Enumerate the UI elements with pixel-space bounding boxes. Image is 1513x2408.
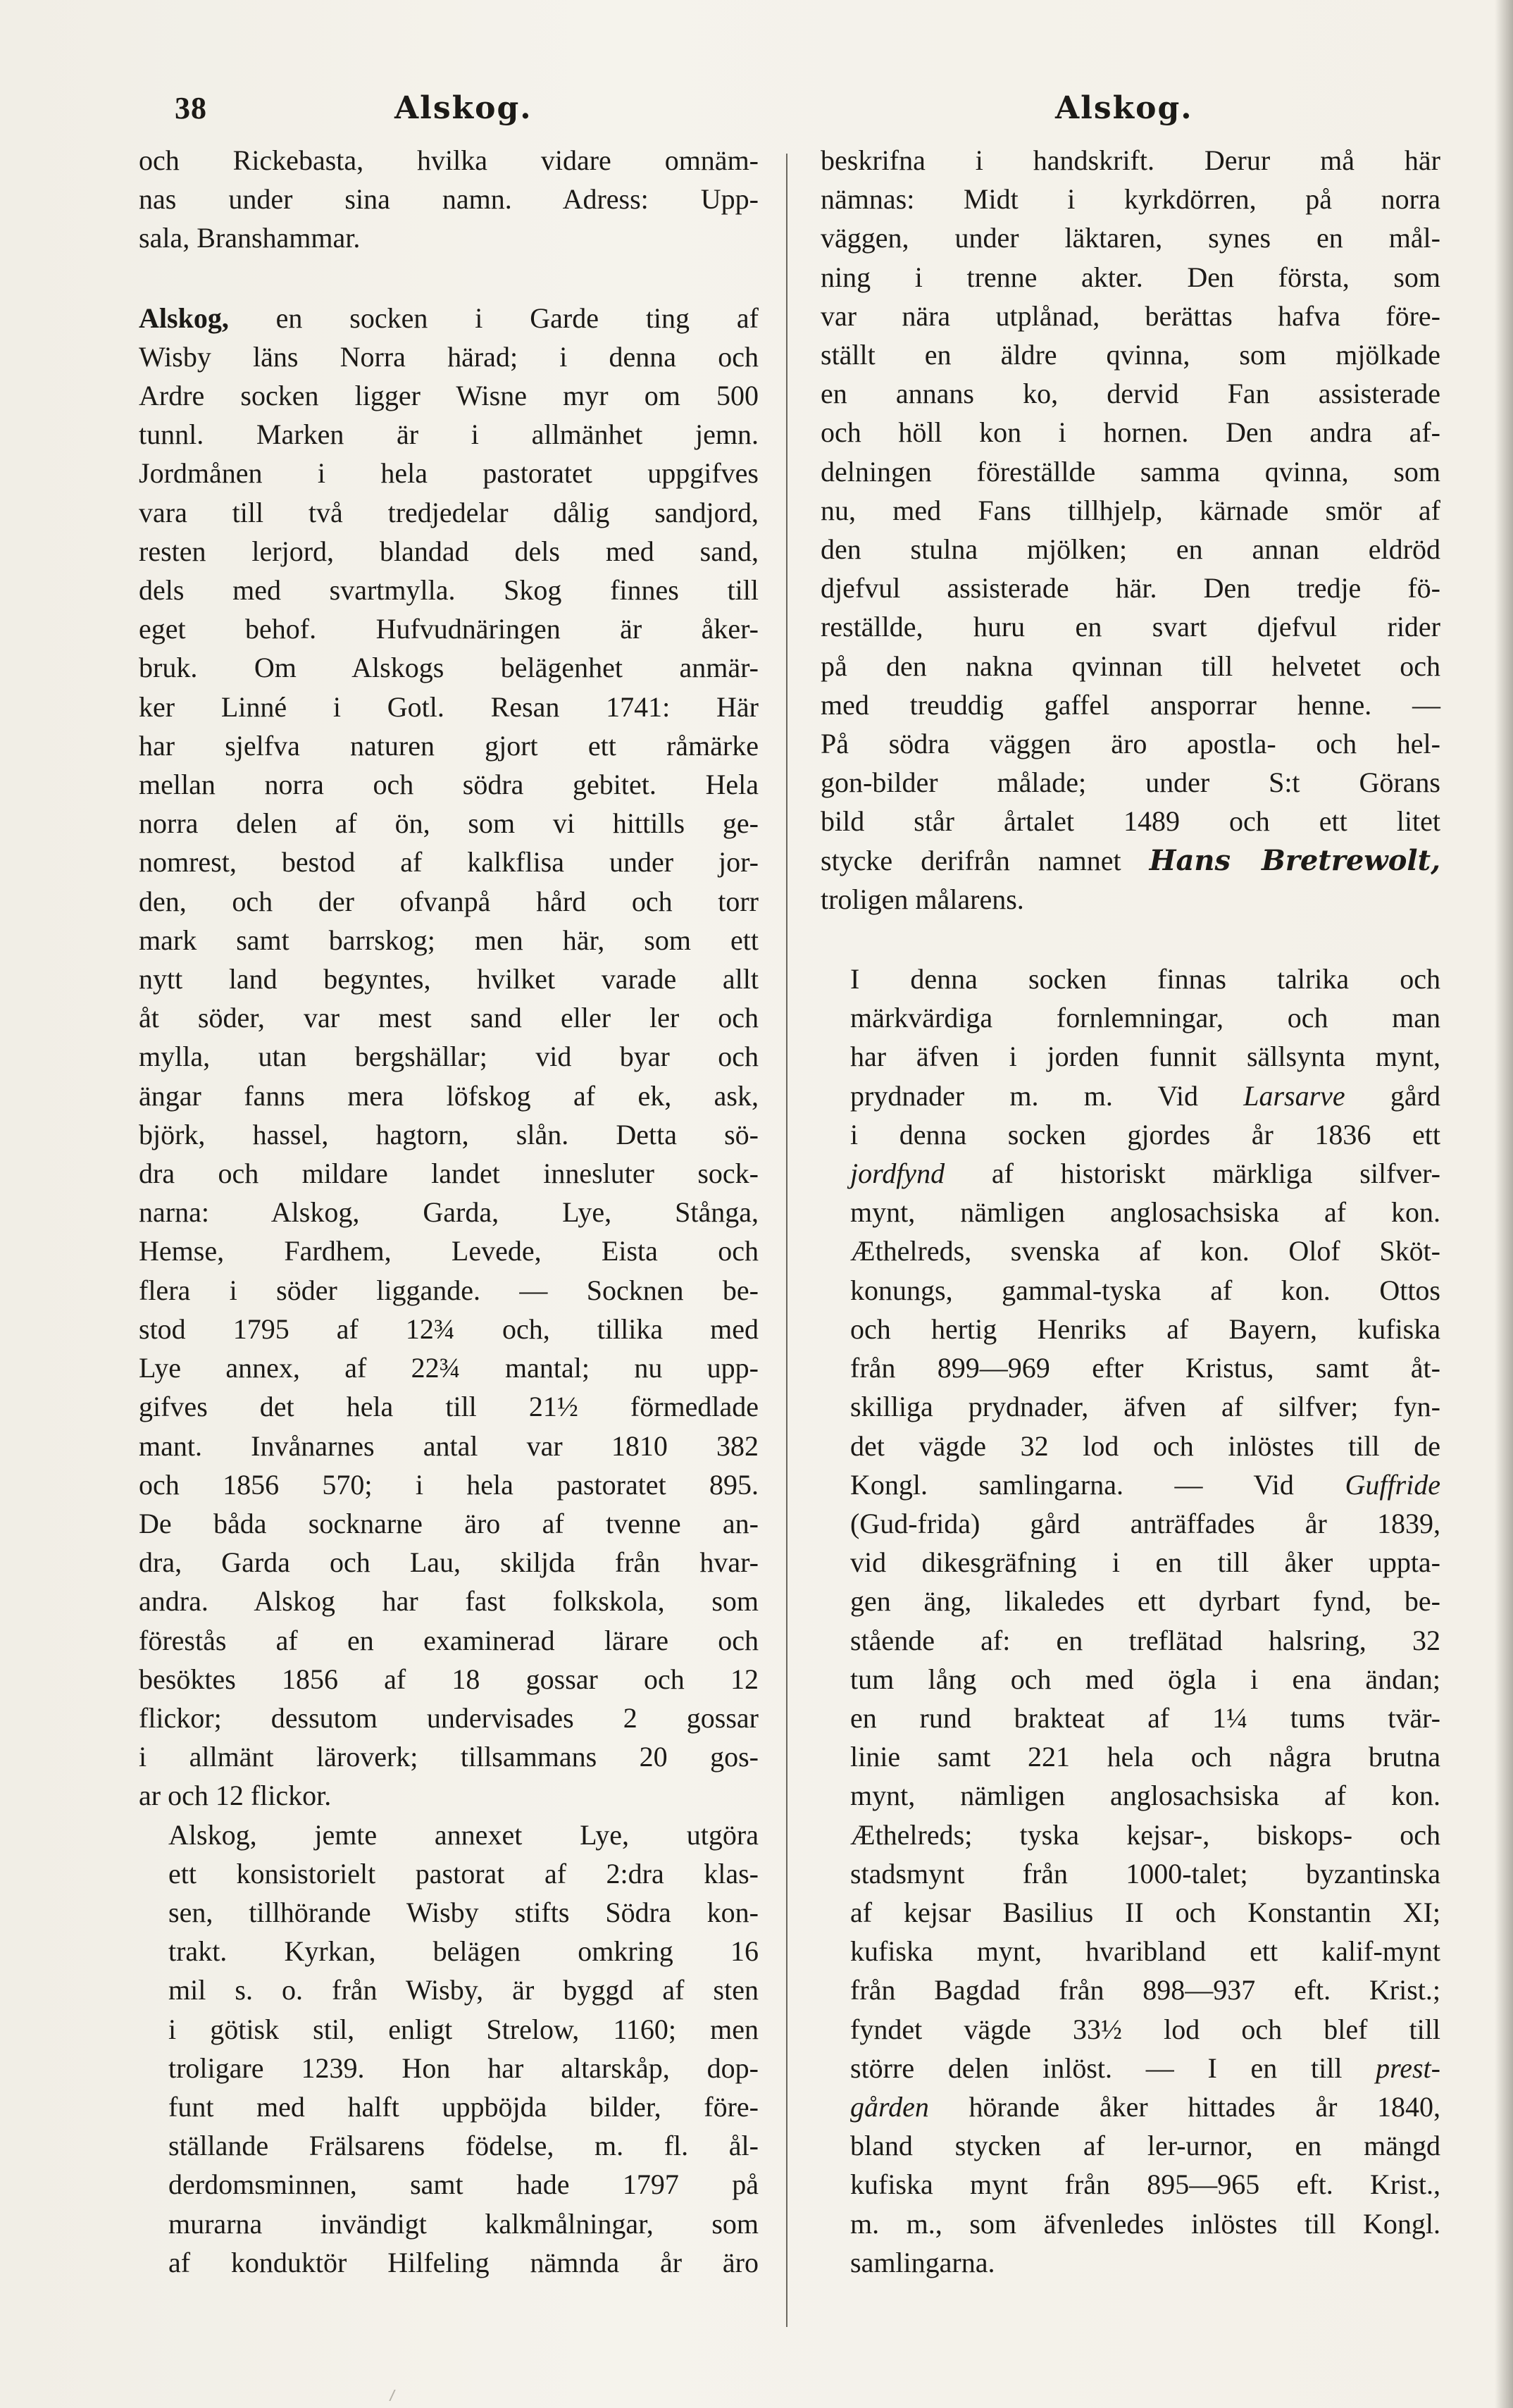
text-line: har äfven i jorden funnit sällsynta mynt, — [850, 1041, 1440, 1073]
text-line: och höll kon i hornen. Den andra af- — [821, 416, 1440, 449]
text-line: gen äng, likaledes ett dyrbart fynd, be- — [850, 1585, 1440, 1618]
text-line: bruk. Om Alskogs belägenhet anmär- — [139, 652, 759, 684]
text-line: sen, tillhörande Wisby stifts Södra kon- — [168, 1896, 759, 1928]
text-line: märkvärdiga fornlemningar, och man — [850, 1002, 1440, 1034]
text-line: den, och der ofvanpå hård och torr — [139, 885, 759, 917]
page-number: 38 — [175, 91, 207, 125]
text-line: prydnader m. m. Vid Larsarve gård — [850, 1079, 1441, 1112]
text-line: narna: Alskog, Garda, Lye, Stånga, — [139, 1196, 759, 1229]
text-line: Wisby läns Norra härad; i denna och — [139, 340, 759, 373]
text-line: björk, hassel, hagtorn, slån. Detta sö- — [139, 1118, 759, 1150]
text-line: skilliga prydnader, äfven af silfver; fyn- — [850, 1391, 1440, 1423]
emphasized-term: gården — [850, 2090, 929, 2123]
text-line: flera i söder liggande. — Socknen be- — [139, 1274, 759, 1306]
text-line: mynt, nämligen anglosachsiska af kon. — [850, 1196, 1440, 1229]
text-line: med treuddig gaffel ansporrar henne. — — [821, 688, 1440, 721]
text-line: mylla, utan bergshällar; vid byar och — [139, 1041, 759, 1073]
text-line: kufiska mynt, hvaribland ett kalif-mynt — [850, 1935, 1440, 1968]
text-line: (Gud-frida) gård anträffades år 1839, — [850, 1507, 1440, 1539]
text-line: vara till två tredjedelar dålig sandjord, — [139, 496, 759, 528]
text-line: Æthelreds, svenska af kon. Olof Sköt- — [850, 1235, 1440, 1267]
emphasized-term: Alskog, — [139, 302, 229, 334]
text-line: nu, med Fans tillhjelp, kärnade smör af — [821, 494, 1440, 526]
paragraph-intro — [139, 141, 759, 258]
text-line: ker Linné i Gotl. Resan 1741: Här — [139, 690, 759, 723]
text-line: stycke derifrån namnet Hans Bretrewolt, — [821, 843, 1440, 877]
text-line: vid dikesgräfning i en till åker uppta- — [850, 1546, 1440, 1579]
text-line: dels med svartmylla. Skog finnes till — [139, 574, 759, 607]
text-line: har sjelfva naturen gjort ett råmärke — [139, 729, 759, 762]
text-line: delningen föreställde samma qvinna, som — [821, 455, 1440, 488]
text-line: tunnl. Marken är i allmänhet jemn. — [139, 418, 759, 451]
text-line: större delen inlöst. — I en till prest- — [850, 2052, 1440, 2084]
text-line: beskrifna i handskrift. Derur må här — [821, 144, 1440, 176]
text-line: besöktes 1856 af 18 gossar och 12 — [139, 1663, 759, 1695]
text-line: ning i trenne akter. Den första, som — [821, 261, 1440, 293]
text-line: resten lerjord, blandad dels med sand, — [139, 535, 759, 567]
text-line: nytt land begyntes, hvilket varade allt — [139, 963, 759, 995]
text-line: flickor; dessutom undervisades 2 gossar — [139, 1701, 759, 1734]
text-line: på den nakna qvinnan till helvetet och — [821, 650, 1440, 682]
text-line: stadsmynt från 1000-talet; byzantinska — [850, 1857, 1440, 1889]
paragraph-finds — [821, 960, 1440, 2282]
text-line: Æthelreds; tyska kejsar-, biskops- och — [850, 1818, 1440, 1851]
paragraph-pastorat — [139, 1816, 759, 2282]
emphasized-term: jordfynd — [850, 1158, 945, 1190]
text-line: förestås af en examinerad lärare och — [139, 1624, 759, 1656]
text-line: var nära utplånad, berättas hafva före- — [821, 299, 1440, 332]
text-line: norra delen af ön, som vi hittills ge- — [139, 807, 759, 840]
text-line: eget behof. Hufvudnäringen är åker- — [139, 613, 759, 645]
page-edge-shadow — [1495, 0, 1513, 2408]
emphasized-term: Hans Bretrewolt, — [1149, 843, 1440, 877]
text-line: en annans ko, dervid Fan assisterade — [821, 378, 1440, 410]
text-line: Hemse, Fardhem, Levede, Eista och — [139, 1235, 759, 1267]
text-line: ar och 12 flickor. — [139, 1780, 332, 1812]
text-line-entry-head: Alskog, en socken i Garde ting af — [139, 302, 759, 334]
paper-speck-mark — [389, 2390, 401, 2401]
text-line: De båda socknarne äro af tvenne an- — [139, 1507, 759, 1539]
text-line: och Rickebasta, hvilka vidare omnäm- — [139, 144, 759, 176]
text-line: af kejsar Basilius II och Konstantin XI; — [850, 1896, 1440, 1928]
text-line: derdomsminnen, samt hade 1797 på — [168, 2168, 759, 2201]
text-line: mynt, nämligen anglosachsiska af kon. — [850, 1780, 1440, 1812]
text-line: bland stycken af ler-urnor, en mängd — [850, 2130, 1440, 2162]
emphasized-term: prest- — [1376, 2052, 1440, 2084]
text-line: jordfynd af historiskt märkliga silfver- — [850, 1158, 1440, 1190]
text-line: fyndet vägde 33½ lod och blef till — [850, 2013, 1440, 2045]
text-line: gifves det hela till 21½ förmedlade — [139, 1391, 759, 1423]
text-line: väggen, under läktaren, synes en mål- — [821, 222, 1440, 254]
text-line: mil s. o. från Wisby, är byggd af sten — [168, 1974, 759, 2006]
page-header — [0, 83, 1513, 139]
text-line: bild står årtalet 1489 och ett litet — [821, 805, 1440, 838]
text-line: i götisk stil, enligt Strelow, 1160; men — [168, 2013, 759, 2045]
paragraph-church-paintings — [821, 141, 1440, 919]
text-line: Lye annex, af 22¾ mantal; nu upp- — [139, 1352, 759, 1384]
text-line: I denna socken finnas talrika och — [850, 963, 1440, 995]
text-line: ett konsistorielt pastorat af 2:dra klas- — [168, 1857, 759, 1889]
running-head-right: Alskog. — [1055, 90, 1193, 126]
text-line: troligare 1239. Hon har altarskåp, dop- — [168, 2052, 759, 2084]
text-line: det vägde 32 lod och inlöstes till de — [850, 1429, 1440, 1462]
text-line: Ardre socken ligger Wisne myr om 500 — [139, 380, 759, 412]
text-line: tum lång och med ögla i ena ändan; — [850, 1663, 1440, 1695]
text-line: en rund brakteat af 1¼ tums tvär- — [850, 1701, 1440, 1734]
text-line: linie samt 221 hela och några brutna — [850, 1741, 1440, 1773]
text-line: stod 1795 af 12¾ och, tillika med — [139, 1312, 759, 1345]
text-line: gon-bilder målade; under S:t Görans — [821, 767, 1440, 799]
text-line: troligen målarens. — [821, 883, 1024, 915]
text-line: ställt en äldre qvinna, som mjölkade — [821, 339, 1440, 371]
text-line: Jordmånen i hela pastoratet uppgifves — [139, 457, 759, 490]
text-line: i denna socken gjordes år 1836 ett — [850, 1118, 1440, 1150]
text-line: den stulna mjölken; en annan eldröd — [821, 533, 1440, 566]
text-line: mellan norra och södra gebitet. Hela — [139, 769, 759, 801]
text-line: djefvul assisterade här. Den tredje fö- — [821, 572, 1440, 604]
text-line: mant. Invånarnes antal var 1810 382 — [139, 1429, 759, 1462]
text-line: andra. Alskog har fast folkskola, som — [139, 1585, 759, 1618]
text-line: i allmänt läroverk; tillsammans 20 gos- — [139, 1741, 759, 1773]
text-line: dra, Garda och Lau, skiljda från hvar- — [139, 1546, 759, 1579]
text-line: kufiska mynt från 895—965 eft. Krist., — [850, 2168, 1440, 2201]
text-line: från 899—969 efter Kristus, samt åt- — [850, 1352, 1440, 1384]
text-line: funt med halft uppböjda bilder, före- — [168, 2090, 759, 2123]
text-line: gården hörande åker hittades år 1840, — [850, 2090, 1440, 2123]
running-head-left: Alskog. — [394, 90, 533, 126]
text-line: Alskog, jemte annexet Lye, utgöra — [168, 1818, 759, 1851]
text-line: nämnas: Midt i kyrkdörren, på norra — [821, 183, 1440, 216]
text-line: nas under sina namn. Adress: Upp- — [139, 183, 759, 216]
emphasized-term: Guffride — [1345, 1468, 1440, 1501]
text-line: och hertig Henriks af Bayern, kufiska — [850, 1312, 1440, 1345]
text-line: På södra väggen äro apostla- och hel- — [821, 728, 1440, 760]
text-line: mark samt barrskog; men här, som ett — [139, 924, 759, 956]
text-line: reställde, huru en svart djefvul rider — [821, 611, 1440, 643]
paragraph-alskog — [139, 299, 759, 1816]
text-line: trakt. Kyrkan, belägen omkring 16 — [168, 1935, 759, 1968]
text-line: stående af: en treflätad halsring, 32 — [850, 1624, 1440, 1656]
right-column — [821, 141, 1440, 2282]
text-line: af konduktör Hilfeling nämnda år äro — [168, 2246, 759, 2278]
column-divider — [786, 154, 787, 2327]
text-line: m. m., som äfvenledes inlöstes till Kongl. — [850, 2207, 1440, 2240]
emphasized-term: Larsarve — [1243, 1079, 1345, 1112]
text-line: Kongl. samlingarna. — Vid Guffride — [850, 1468, 1440, 1501]
text-line: samlingarna. — [850, 2246, 995, 2278]
text-line: konungs, gammal-tyska af kon. Ottos — [850, 1274, 1440, 1306]
text-line: från Bagdad från 898—937 eft. Krist.; — [850, 1974, 1440, 2006]
text-line: murarna invändigt kalkmålningar, som — [168, 2207, 759, 2240]
text-line: sala, Branshammar. — [139, 222, 361, 254]
text-line: ängar fanns mera löfskog af ek, ask, — [139, 1079, 759, 1112]
text-line: åt söder, var mest sand eller ler och — [139, 1002, 759, 1034]
text-line: ställande Frälsarens födelse, m. fl. ål- — [168, 2130, 759, 2162]
text-line: och 1856 570; i hela pastoratet 895. — [139, 1468, 759, 1501]
left-column — [139, 141, 759, 2282]
text-line: dra och mildare landet innesluter sock- — [139, 1158, 759, 1190]
text-line: nomrest, bestod af kalkflisa under jor- — [139, 846, 759, 879]
